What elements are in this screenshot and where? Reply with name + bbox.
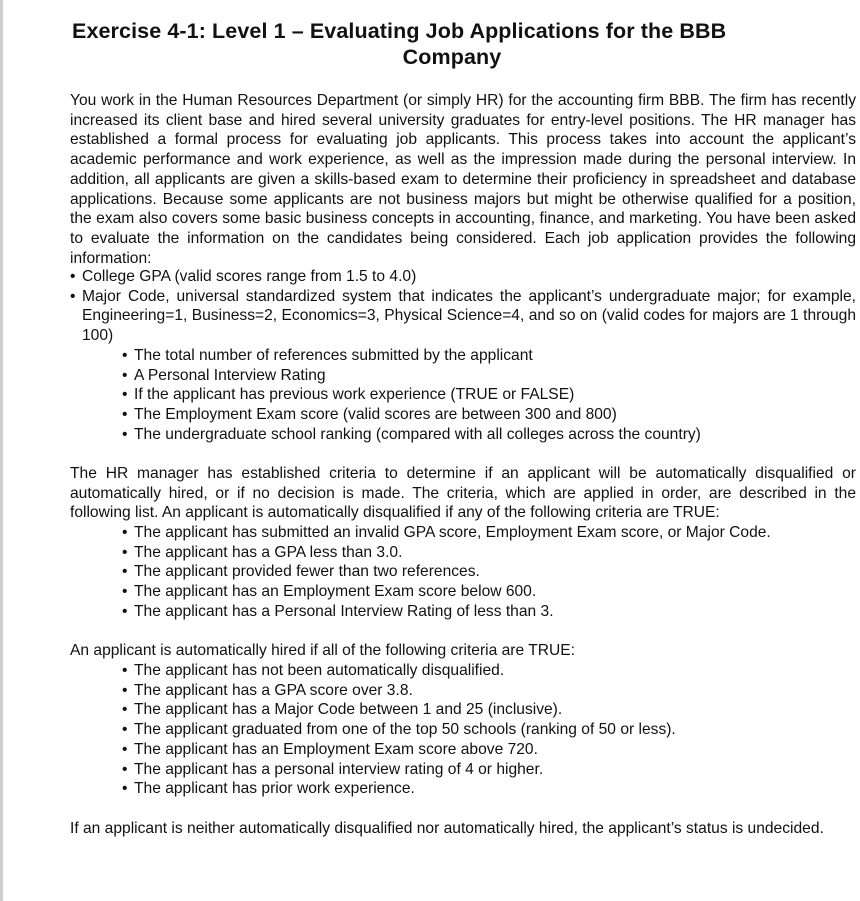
- list-item: • The applicant has a personal interview rating of 4 or higher.: [122, 760, 852, 780]
- title-line-1: Exercise 4-1: Level 1 – Evaluating Job Applications for the BBB: [72, 19, 727, 43]
- disqualify-bullet-list: [122, 523, 852, 622]
- list-item: • Major Code, universal standardized system that indicates the applicant’s undergraduate major; for example, Engineering=1, Business=2, Economics=3, Physical Science=4, and so on (valid codes for majors are 1 through 100): [70, 287, 856, 346]
- list-item: • The undergraduate school ranking (compared with all colleges across the country): [122, 425, 852, 445]
- exercise-title: [72, 18, 832, 70]
- list-item: • The applicant has an Employment Exam score above 720.: [122, 740, 852, 760]
- list-item: • The applicant has an Employment Exam score below 600.: [122, 582, 852, 602]
- list-item: • The applicant has a Personal Interview Rating of less than 3.: [122, 602, 852, 622]
- list-item: • College GPA (valid scores range from 1.5 to 4.0): [70, 267, 856, 287]
- disqualify-paragraph: The HR manager has established criteria to determine if an applicant will be automatically disqualified or automatically hired, or if no decision is made. The criteria, which are applied in order, are described in the following list. An applicant is automatically disqualified if any of the following criteria are TRUE:: [70, 465, 856, 522]
- list-item: • The applicant graduated from one of the top 50 schools (ranking of 50 or less).: [122, 720, 852, 740]
- list-item: • The applicant has prior work experience.: [122, 779, 852, 799]
- list-item: • The applicant has a Major Code between 1 and 25 (inclusive).: [122, 700, 852, 720]
- list-item: • The applicant has not been automatically disqualified.: [122, 661, 852, 681]
- list-item: • The total number of references submitted by the applicant: [122, 346, 852, 366]
- hired-bullet-list: [122, 661, 852, 799]
- intro-indented-bullet-list: [122, 346, 852, 445]
- list-item: • A Personal Interview Rating: [122, 366, 852, 386]
- conclusion-paragraph: If an applicant is neither automatically disqualified nor automatically hired, the applicant’s status is undecided.: [70, 820, 824, 837]
- hired-paragraph: An applicant is automatically hired if all of the following criteria are TRUE:: [70, 642, 576, 659]
- list-item: • The applicant has submitted an invalid GPA score, Employment Exam score, or Major Code.: [122, 523, 852, 543]
- list-item: • If the applicant has previous work experience (TRUE or FALSE): [122, 385, 852, 405]
- intro-paragraph: You work in the Human Resources Department (or simply HR) for the accounting firm BBB. The firm has recently increased its client base and hired several university graduates for entry-level positions. The HR manager has established a formal process for evaluating job applicants. This process takes into account the applicant’s academic performance and work experience, as well as the impression made during the personal interview. In addition, all applicants are given a skills-based exam to determine their proficiency in spreadsheet and database applications. Because some applicants are not business majors but might be otherwise qualified for a position, the exam also covers some basic business concepts in accounting, finance, and marketing. You have been asked to evaluate the information on the candidates being considered. Each job application provides the following information:: [70, 92, 856, 267]
- list-item: • The Employment Exam score (valid scores are between 300 and 800): [122, 405, 852, 425]
- list-item: • The applicant provided fewer than two references.: [122, 562, 852, 582]
- title-line-2: Company: [402, 45, 502, 69]
- list-item: • The applicant has a GPA score over 3.8.: [122, 681, 852, 701]
- intro-bullet-list: [70, 267, 856, 346]
- list-item: • The applicant has a GPA less than 3.0.: [122, 543, 852, 563]
